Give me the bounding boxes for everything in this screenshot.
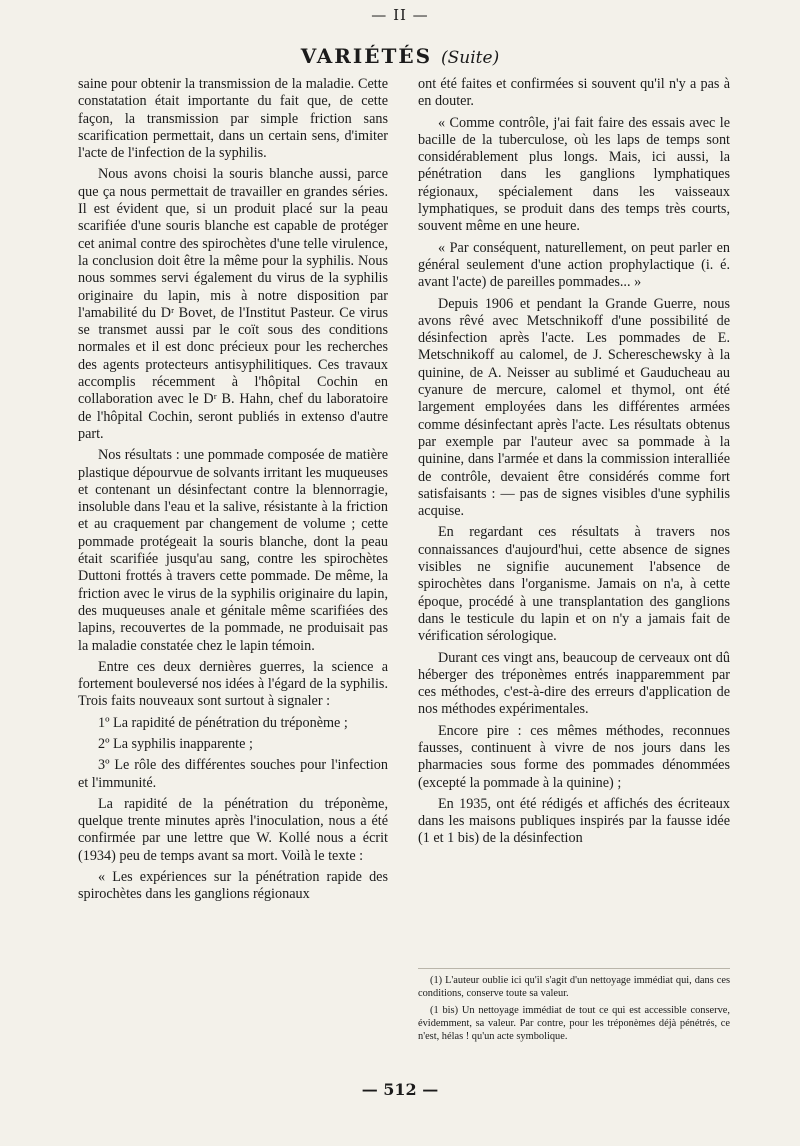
- paragraph: Nos résultats : une pommade composée de matière plastique dépourvue de solvants irritant les muqueuses et contenant un désinfectant contre la blennorragie, insoluble dans l'eau et la salive, résistante à la friction et au craquement par changement de volume ; cette pommade protégeait la souris blanche, dont la peau était scarifiée jusqu'au sang, contre les spirochètes Duttoni frottés à travers cette pommade. De même, la friction avec le virus de la syphilis originaire du lapin, des muqueuses anale et génitale même scarifiées des lapins, recouvertes de la pommade, ne produisait pas la maladie constatée chez le lapin témoin.: [78, 447, 388, 654]
- paragraph: « Par conséquent, naturellement, on peut parler en général seulement d'une action prophylactique (i. é. avant l'acte) de pareilles pommades... »: [418, 239, 730, 291]
- paragraph: Durant ces vingt ans, beaucoup de cerveaux ont dû héberger des tréponèmes entrés inapparemment par ces méthodes, c'est-à-dire des erreurs d'application de nos méthodes expérimentales.: [418, 649, 730, 718]
- paragraph: « Les expériences sur la pénétration rapide des spirochètes dans les ganglions régionaux: [78, 869, 388, 903]
- paragraph: En regardant ces résultats à travers nos connaissances d'aujourd'hui, cette absence de signes visibles ne signifie aucunement l'absence de spirochètes dans l'organisme. Jamais on n'a, à cette époque, procédé à une transplantation des ganglions dans le testicule du lapin et on n'y a jamais fait de vérification sérologique.: [418, 524, 730, 645]
- section-suffix: (Suite): [441, 48, 500, 68]
- paragraph: Depuis 1906 et pendant la Grande Guerre, nous avons rêvé avec Metschnikoff d'une possibilité de désinfection après l'acte. Les pommades de E. Metschnikoff au calomel, de J. Schereschewsky à la quinine, de A. Neisser au sublimé et Gauducheau au cyanure de mercure, calomel et thymol, ont été largement employées dans les différentes armées comme désinfectant après l'acte. Les résultats obtenus par exemple par l'auteur avec sa pommade à la quinine, dans l'armée et dans la commission interalliée de contrôle, devaient être considérés comme fort satisfaisants : — pas de signes visibles d'une syphilis acquise.: [418, 295, 730, 520]
- paragraph: ont été faites et confirmées si souvent qu'il n'y a pas à en douter.: [418, 76, 730, 110]
- paragraph: En 1935, ont été rédigés et affichés des écriteaux dans les maisons publiques inspirés par la fausse idée (1 et 1 bis) de la désinfection: [418, 795, 730, 847]
- paragraph: « Comme contrôle, j'ai fait faire des essais avec le bacille de la tuberculose, où les laps de temps sont considérablement plus longs. Mais, ici aussi, la pénétration dans les ganglions lymphatiques régionaux, spécialement dans les vaisseaux lymphatiques, se produit dans des temps très courts, souvent même en une heure.: [418, 114, 730, 235]
- footnotes: [418, 968, 730, 1047]
- list-item: 2º La syphilis inapparente ;: [98, 735, 253, 752]
- list-item: 3º Le rôle des différentes souches pour l'infection et l'immunité.: [78, 757, 388, 791]
- paragraph: La rapidité de la pénétration du tréponème, quelque trente minutes après l'inoculation, nous a été confirmée par une lettre que W. Kollé nous a écrit (1934) peu de temps avant sa mort. Voilà le texte :: [78, 795, 388, 864]
- section-title: VARIÉTÉS: [300, 44, 433, 68]
- page-number: — 512 —: [361, 1080, 439, 1099]
- footnote: (1 bis) Un nettoyage immédiat de tout ce qui est accessible conserve, évidemment, sa valeur. Par contre, pour les tréponèmes déjà pénétrés, ce n'est, hélas ! qu'un acte symbolique.: [418, 1005, 730, 1042]
- footnote: (1) L'auteur oublie ici qu'il s'agit d'un nettoyage immédiat qui, dans ces conditions, conserve toute sa valeur.: [418, 975, 730, 999]
- right-column: [418, 76, 730, 852]
- left-column: [78, 76, 388, 908]
- list-item: 1º La rapidité de pénétration du tréponème ;: [98, 714, 348, 731]
- paragraph: Entre ces deux dernières guerres, la science a fortement bouleversé nos idées à l'égard de la syphilis. Trois faits nouveaux sont surtout à signaler :: [78, 658, 388, 710]
- paragraph: Encore pire : ces mêmes méthodes, reconnues fausses, continuent à vivre de nos jours dans les pharmacies sous forme des pommades dénommées (excepté la pommade à la quinine) ;: [418, 722, 730, 791]
- top-page-number: — II —: [371, 6, 429, 24]
- paragraph: Nous avons choisi la souris blanche aussi, parce que ça nous permettait de travailler en grandes séries. Il est évident que, si un produit placé sur la peau scarifiée d'une souris blanche est capable de protéger cet animal contre des spirochètes d'une telle virulence, la conclusion doit être la même pour la syphilis. Nous nous sommes servi également du virus de la syphilis originaire du lapin, mis à notre disposition par l'amabilité du Dʳ Bovet, de l'Institut Pasteur. Ce virus se transmet aussi par le coït sous des conditions normales et il est donc précieux pour les recherches des agents protecteurs antisyphilitiques. Ces travaux accomplis récemment à l'hôpital Cochin en collaboration avec le Dʳ B. Hahn, chef du laboratoire de l'hôpital Cochin, seront publiés in extenso d'autre part.: [78, 166, 388, 442]
- paragraph: saine pour obtenir la transmission de la maladie. Cette constatation était importante du fait que, de cette façon, la transmission par simple friction sans scarification permettait, dans un certain sens, d'imiter l'acte de l'infection de la syphilis.: [78, 76, 388, 162]
- section-header: [0, 44, 800, 68]
